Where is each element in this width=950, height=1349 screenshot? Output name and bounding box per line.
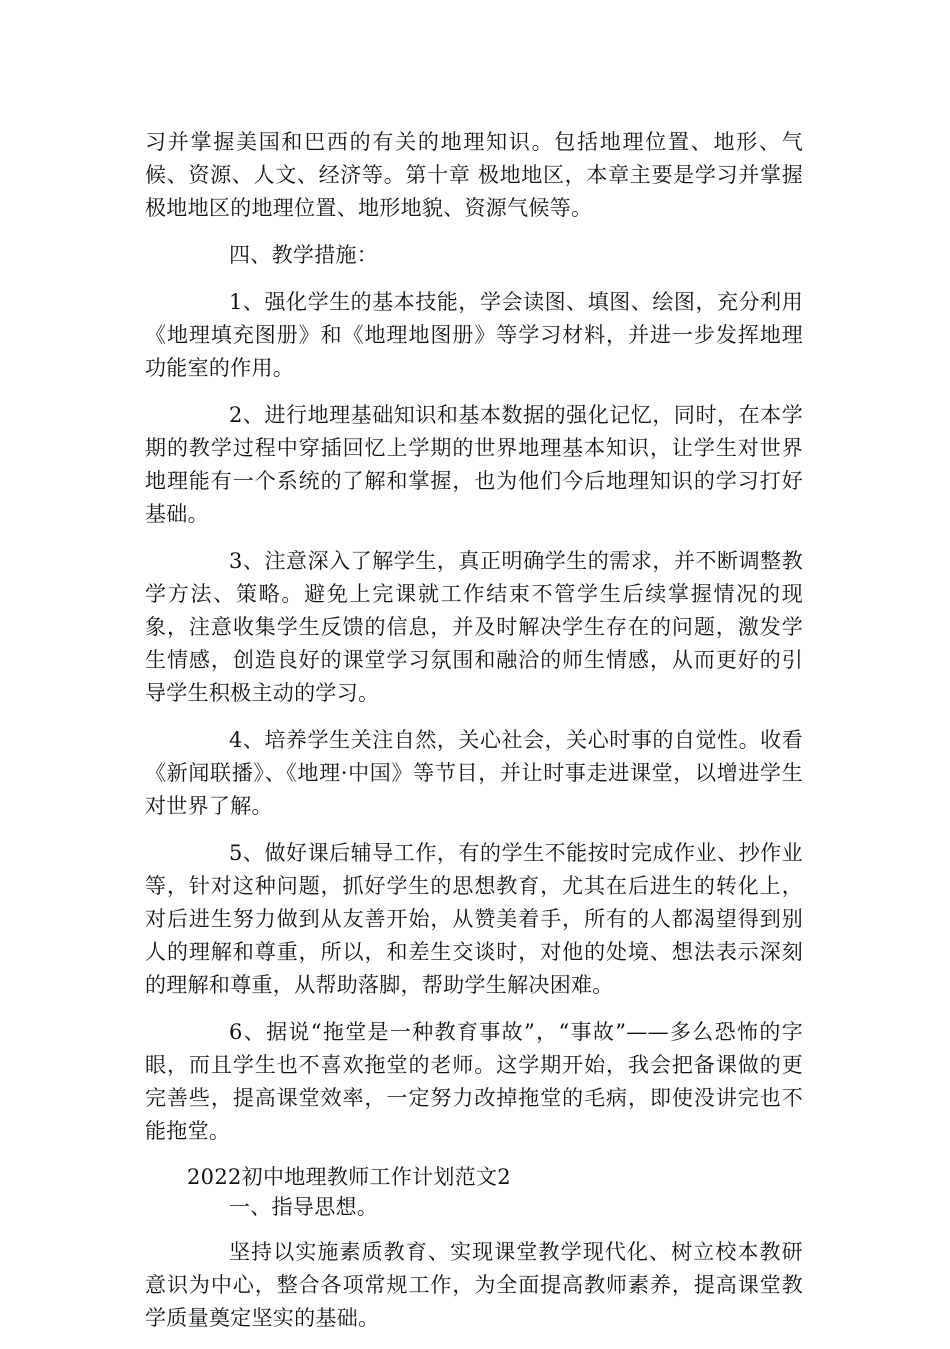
document-body: [145, 126, 803, 1349]
measure-item-5: 5、做好课后辅导工作，有的学生不能按时完成作业、抄作业等，针对这种问题，抓好学生的思想教育，尤其在后进生的转化上，对后进生努力做到从友善开始，从赞美着手，所有的人都渴望得到别人的理解和尊重，所以，和差生交谈时，对他的处境、想法表示深刻的理解和尊重，从帮助落脚，帮助学生解决困难。: [145, 841, 803, 997]
measure-item-3: 3、注意深入了解学生，真正明确学生的需求，并不断调整教学方法、策略。避免上完课就工作结束不管学生后续掌握情况的现象，注意收集学生反馈的信息，并及时解决学生存在的问题，激发学生情感，创造良好的课堂学习氛围和融洽的师生情感，从而更好的引导学生积极主动的学习。: [145, 549, 803, 705]
paragraph-continuation: 习并掌握美国和巴西的有关的地理知识。包括地理位置、地形、气候、资源、人文、经济等。第十章 极地地区，本章主要是学习并掌握极地地区的地理位置、地形地貌、资源气候等。: [145, 130, 803, 220]
measure-item-6: 6、据说“拖堂是一种教育事故”，“事故”——多么恐怖的字眼，而且学生也不喜欢拖堂的老师。这学期开始，我会把备课做的更完善些，提高课堂效率，一定努力改掉拖堂的毛病，即使没讲完也不能拖堂。: [145, 1020, 803, 1143]
teaching-measures-heading: 四、教学措施：: [229, 243, 379, 267]
section-title: 2022初中地理教师工作计划范文2: [187, 1165, 511, 1189]
measure-item-4: 4、培养学生关注自然，关心社会，关心时事的自觉性。收看《新闻联播》、《地理·中国》等节目，并让时事走进课堂，以增进学生对世界了解。: [145, 728, 803, 818]
section-subtitle: 一、指导思想。: [229, 1195, 379, 1219]
measure-item-2: 2、进行地理基础知识和基本数据的强化记忆，同时，在本学期的教学过程中穿插回忆上学期的世界地理基本知识，让学生对世界地理能有一个系统的了解和掌握，也为他们今后地理知识的学习打好基础。: [145, 403, 803, 526]
guiding-ideology-paragraph: 坚持以实施素质教育、实现课堂教学现代化、树立校本教研意识为中心，整合各项常规工作，为全面提高教师素养，提高课堂教学质量奠定坚实的基础。: [145, 1240, 803, 1330]
measure-item-1: 1、强化学生的基本技能，学会读图、填图、绘图，充分利用《地理填充图册》和《地理地图册》等学习材料，并进一步发挥地理功能室的作用。: [145, 290, 803, 380]
